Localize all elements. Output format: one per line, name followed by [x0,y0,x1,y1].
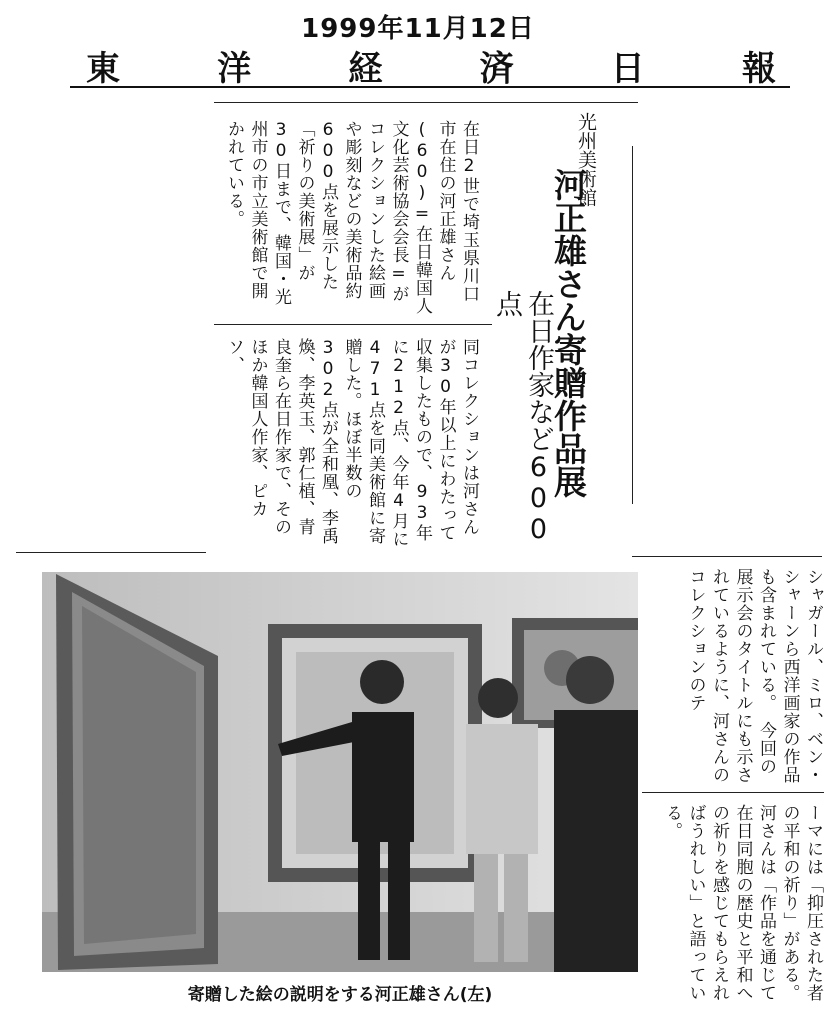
masthead-char: 済 [479,48,514,89]
newspaper-masthead [86,44,776,89]
section-rule-left [16,552,206,553]
body-paragraph-1: 同コレクションは河さんが30年以上にわたって収集したもので、93年に212点、今年4月に471点を同美術館に寄贈した。ほぼ半数の302点が全和凰、李禹煥、李英玉、郭仁植、青良奎ら在日作家で、そのほか韓国人作家、ピカソ、 [224,338,479,548]
section-label: 光州美術館 [575,112,597,207]
lead-paragraph: 在日2世で埼玉県川口市在住の河正雄さん(60)=在日韓国人文化芸術協会会長=がコレクションした絵画や彫刻などの美術品約600点を展示した「祈りの美術展」が30日まで、韓国・光州市の市立美術館で開かれている。 [224,120,479,315]
body-paragraph-2: シャガール、ミロ、ベン・シャーンら西洋画家の作品も含まれている。 今回の展示会のタイトルにも示されているように、河さんのコレクションのテ [685,568,823,784]
column-rule-bottom [642,792,824,793]
headline: 河正雄さん寄贈作品展 [549,168,588,498]
masthead-char: 洋 [217,48,252,89]
masthead-char: 日 [610,48,645,89]
body-paragraph-3: ーマには「抑圧された者の平和の祈り」がある。 河さんは「作品を通じて在日同胞の歴史と平和への祈りを感じてもらえればうれしい」と語っている。 [662,804,823,1012]
masthead-char: 経 [348,48,383,89]
masthead-char: 報 [741,48,776,89]
subheadline: 在日作家など600点 [491,290,554,545]
photo-caption: 寄贈した絵の説明をする河正雄さん(左) [187,985,493,1005]
headline-divider [632,146,633,504]
masthead-char: 東 [86,48,120,89]
exhibition-photo-illustration [42,572,638,972]
section-rule-right [632,556,822,557]
masthead-rule [70,86,790,88]
exhibition-photo [42,572,638,972]
column-rule-middle [214,324,492,325]
column-rule-top [214,102,638,103]
publication-date: 1999年11月12日 [301,14,535,44]
